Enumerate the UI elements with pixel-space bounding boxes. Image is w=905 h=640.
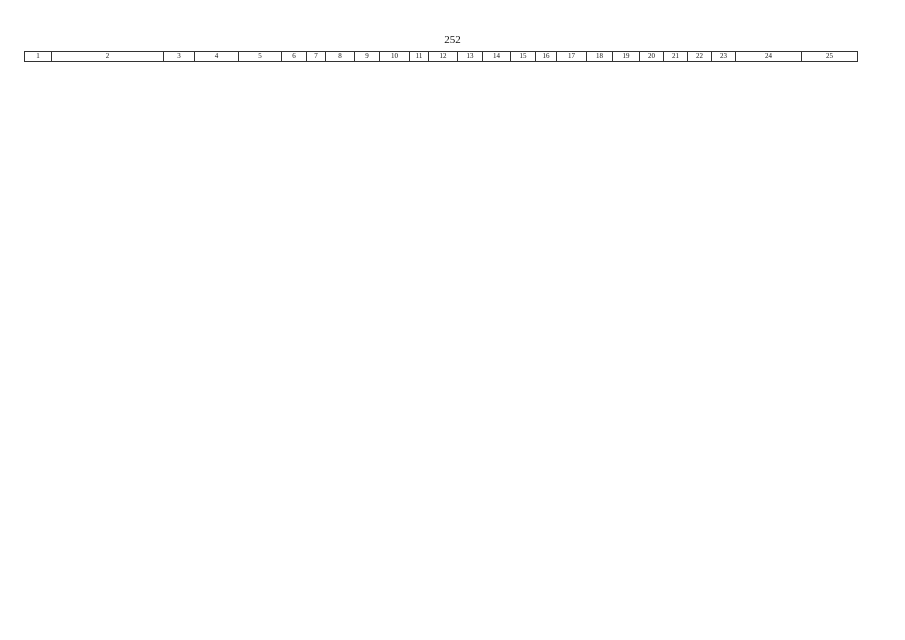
column-number-20: 20 (640, 52, 664, 62)
column-number-8: 8 (326, 52, 355, 62)
column-number-row (25, 52, 858, 62)
column-number-15: 15 (511, 52, 536, 62)
column-number-24: 24 (736, 52, 802, 62)
column-number-2: 2 (52, 52, 164, 62)
column-number-4: 4 (195, 52, 239, 62)
column-number-21: 21 (664, 52, 688, 62)
column-number-10: 10 (380, 52, 410, 62)
column-number-23: 23 (712, 52, 736, 62)
column-number-18: 18 (587, 52, 613, 62)
column-number-25: 25 (802, 52, 858, 62)
column-number-6: 6 (282, 52, 307, 62)
column-number-5: 5 (239, 52, 282, 62)
column-number-1: 1 (25, 52, 52, 62)
column-number-9: 9 (355, 52, 380, 62)
page-number: 252 (444, 34, 461, 46)
column-number-14: 14 (483, 52, 511, 62)
register-table (24, 51, 858, 62)
column-number-22: 22 (688, 52, 712, 62)
column-number-7: 7 (307, 52, 326, 62)
column-number-12: 12 (429, 52, 458, 62)
column-number-13: 13 (458, 52, 483, 62)
column-number-19: 19 (613, 52, 640, 62)
column-number-17: 17 (557, 52, 587, 62)
column-number-11: 11 (410, 52, 429, 62)
column-number-3: 3 (164, 52, 195, 62)
column-number-16: 16 (536, 52, 557, 62)
